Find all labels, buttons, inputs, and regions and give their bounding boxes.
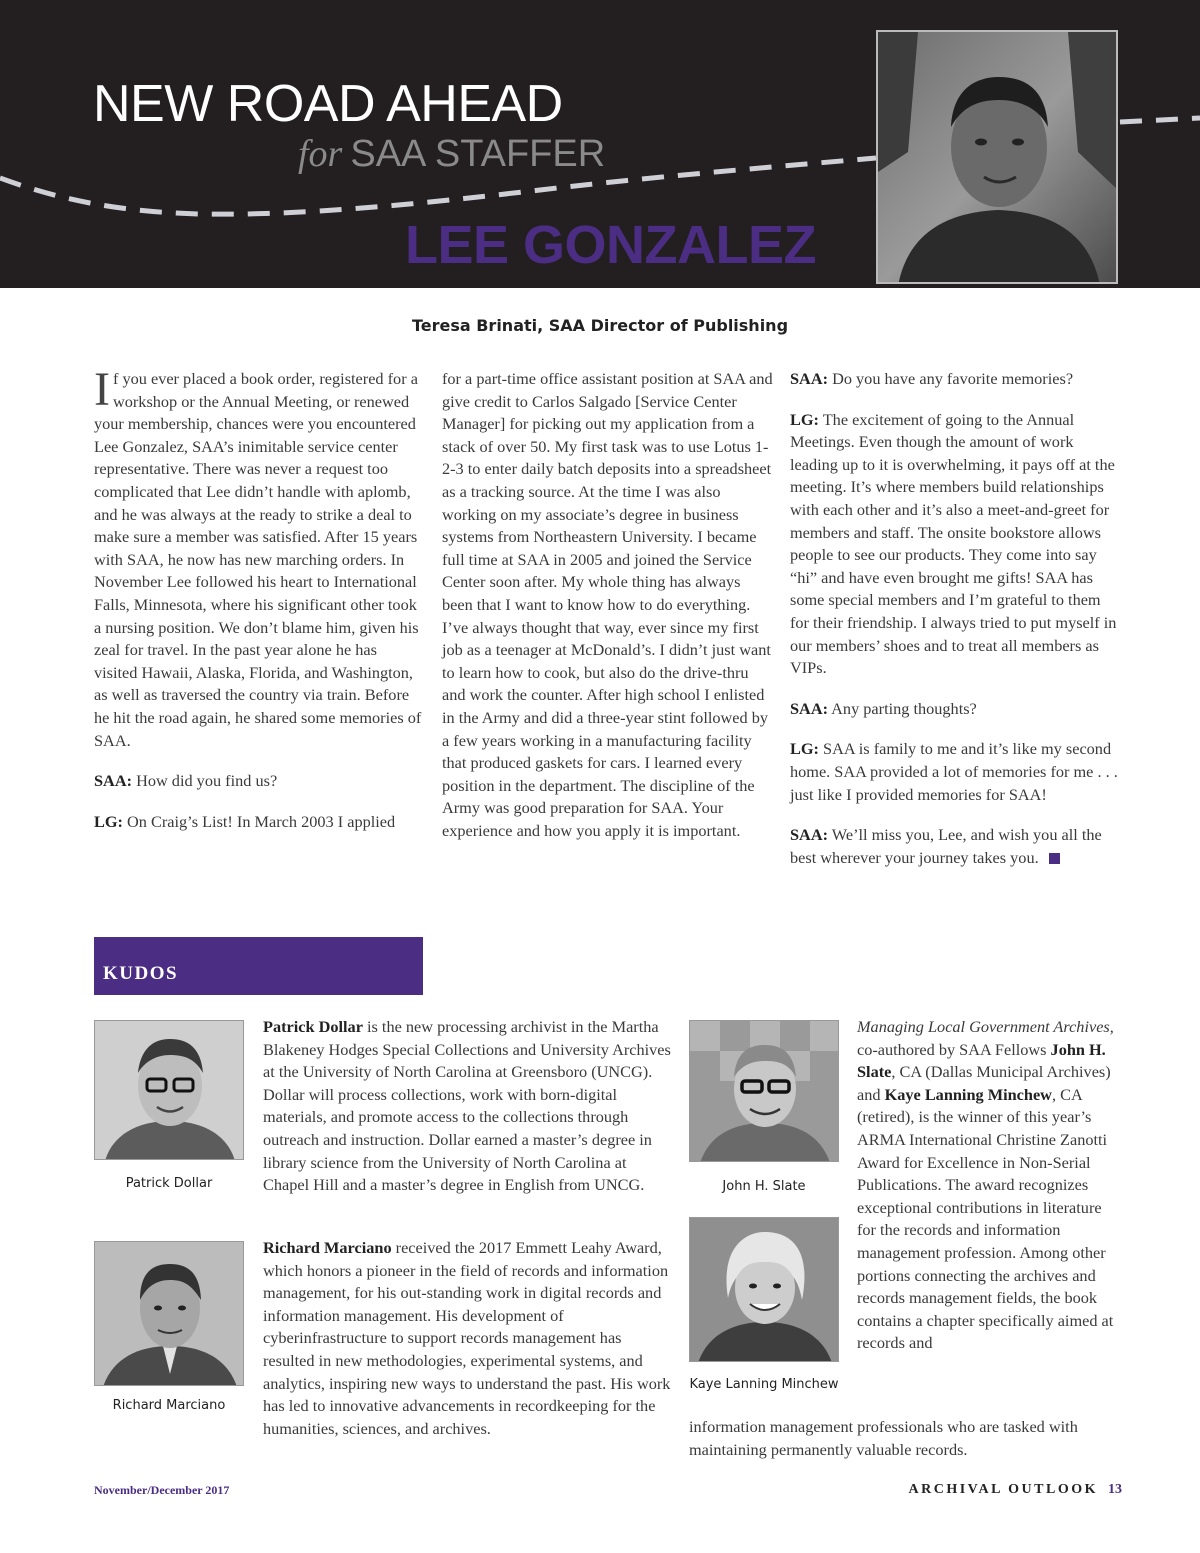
slate-minchew-text-end: information management professionals who are tasked with maintaining permanently valuable records.	[689, 1417, 1078, 1459]
patrick-dollar-caption: Patrick Dollar	[125, 1176, 213, 1191]
lee-gonzalez-photo	[876, 30, 1118, 284]
a1-label: LG:	[94, 811, 123, 831]
kudos-heading-bar	[94, 937, 423, 995]
title-lee-gonzalez: LEE GONZALEZ	[405, 215, 816, 275]
intro-paragraph	[94, 363, 424, 752]
issue-date: November/December 2017	[94, 1483, 230, 1497]
john-slate-caption: John H. Slate	[722, 1179, 806, 1194]
slate-text-2: , CA (Dallas Municipal Archives) and	[857, 1062, 1111, 1104]
q4-label: SAA:	[790, 825, 828, 845]
end-mark-icon	[1049, 853, 1060, 864]
publication-footer	[909, 1482, 1123, 1498]
publication-name: ARCHIVAL OUTLOOK	[908, 1482, 1098, 1497]
kudos-heading: KUDOS	[103, 963, 179, 984]
patrick-dollar-text	[263, 1016, 673, 1197]
title-saa-staffer: SAA STAFFER	[350, 133, 606, 175]
richard-marciano-body: received the 2017 Emmett Leahy Award, which honors a pioneer in the field of records and information management, for his out-standing work in digital records and information management. His development of cyberinfrastructure to support records management has resulted in new methodologies, experimental systems, and analytics, inspiring new ways to understand the past. His work has led to innovative advancements in recordkeeping for the humanities, sciences, and archives.	[263, 1238, 671, 1438]
john-slate-name: John H. Slate	[857, 1039, 1106, 1082]
john-slate-photo	[689, 1020, 839, 1162]
a3-label: LG:	[790, 739, 819, 759]
answer-1	[94, 811, 424, 834]
question-2	[790, 368, 1120, 391]
a2-text: The excitement of going to the Annual Meetings. Even though the amount of work leading up to it is overwhelming, it pays off at the meeting. It’s where members build relationships with each other and it’s also a meet-and-greet for members and staff. The onsite bookstore allows people to see our products. They come into say “hi” and have even brought me gifts! SAA has some special members and I’m grateful to them for their friendship. I always tried to put myself in our members’ shoes and to treat all members as VIPs.	[790, 409, 1117, 678]
drop-cap: I	[94, 363, 110, 416]
article-column-2	[442, 368, 775, 860]
q1-text: How did you find us?	[136, 771, 278, 791]
question-4	[790, 824, 1120, 869]
kaye-minchew-photo	[689, 1217, 839, 1362]
question-3	[790, 698, 1120, 721]
article-column-1	[94, 363, 424, 851]
title-new-road-ahead: NEW ROAD AHEAD	[93, 75, 563, 133]
slate-text-3: , CA (retired), is the winner of this year’s ARMA International Christine Zanotti Award for Excellence in Non-Serial Publications. The award recognizes exceptional contributions in literature for the records and information management profession. Among other portions connecting the archives and records management fields, the book contains a chapter specifically aimed at records and	[857, 1084, 1114, 1353]
q4-text: We’ll miss you, Lee, and wish you all the best wherever your journey takes you.	[790, 825, 1102, 867]
q1-label: SAA:	[94, 771, 132, 791]
question-1	[94, 770, 424, 793]
intro-text: f you ever placed a book order, registered for a workshop or the Annual Meeting, or renewed your membership, chances were you encountered Lee Gonzalez, SAA’s inimitable service center representative. There was never a request too complicated that Lee didn’t handle with aplomb, and he was always at the ready to strike a deal to make sure a member was satisfied. After 15 years with SAA, he now has new marching orders. In November Lee followed his heart to International Falls, Minnesota, where his significant other took a nursing position. We don’t blame him, given his zeal for travel. In the past year alone he has visited Hawaii, Alaska, Florida, and Washington, as well as traversed the country via train. Before he hit the road again, he shared some memories of SAA.	[94, 369, 422, 750]
byline: Teresa Brinati, SAA Director of Publishing	[411, 316, 789, 335]
q3-text: Any parting thoughts?	[831, 698, 977, 718]
q2-label: SAA:	[790, 369, 828, 388]
a2-label: LG:	[790, 409, 819, 429]
richard-marciano-photo	[94, 1241, 244, 1386]
header-banner	[0, 0, 1200, 288]
richard-marciano-name: Richard Marciano	[263, 1238, 392, 1257]
title-for: for	[298, 133, 343, 175]
a3-text: SAA is family to me and it’s like my second home. SAA provided a lot of memories for me . . . just like I provided memories for SAA!	[790, 739, 1118, 804]
patrick-dollar-photo	[94, 1020, 244, 1160]
article-column-3	[790, 368, 1120, 887]
answer-3	[790, 738, 1120, 806]
slate-minchew-text	[857, 1016, 1117, 1355]
kaye-minchew-name: Kaye Lanning Minchew	[884, 1084, 1052, 1104]
q2-text: Do you have any favorite memories?	[832, 369, 1074, 388]
a1-text: On Craig’s List! In March 2003 I applied	[127, 811, 396, 831]
page-number: 13	[1108, 1482, 1122, 1497]
answer-2	[790, 409, 1120, 680]
richard-marciano-text	[263, 1237, 673, 1440]
richard-marciano-caption: Richard Marciano	[112, 1398, 226, 1413]
kaye-minchew-caption: Kaye Lanning Minchew	[689, 1377, 839, 1392]
patrick-dollar-body: is the new processing archivist in the Martha Blakeney Hodges Special Collections and University Archives at the University of North Carolina at Greensboro (UNCG). Dollar will process collections, work with born-digital materials, and promote access to the collections through outreach and instruction. Dollar earned a master’s degree in library science from the University of North Carolina at Chapel Hill and a master’s degree in English from UNCG.	[263, 1017, 671, 1195]
title-for-saa-staffer	[298, 132, 605, 176]
q3-label: SAA:	[790, 698, 828, 718]
book-title: Managing Local Government Archives	[857, 1017, 1110, 1036]
answer-1-continued: for a part-time office assistant position at SAA and give credit to Carlos Salgado [Service Center Manager] for picking out my application from a stack of over 50. My first task was to use Lotus 1-2-3 to enter daily batch deposits into a spreadsheet as a tracking source. At the time I was also working on my associate’s degree in business systems from Northeastern University. I became full time at SAA in 2005 and joined the Service Center soon after. My whole thing has always been that I want to know how to do everything. I’ve always thought that way, ever since my first job as a teenager at McDonald’s. I didn’t just want to learn how to cook, but also do the drive-thru and work the counter. After high school I enlisted in the Army and did a three-year stint followed by a few years working in a manufacturing facility that produced gaskets for cars. I learned every position in the department. The discipline of the Army was good preparation for SAA. Your experience and how you apply it is important.	[442, 369, 773, 840]
slate-text-1: , co-authored by SAA Fellows	[857, 1017, 1114, 1059]
patrick-dollar-name: Patrick Dollar	[263, 1017, 363, 1036]
